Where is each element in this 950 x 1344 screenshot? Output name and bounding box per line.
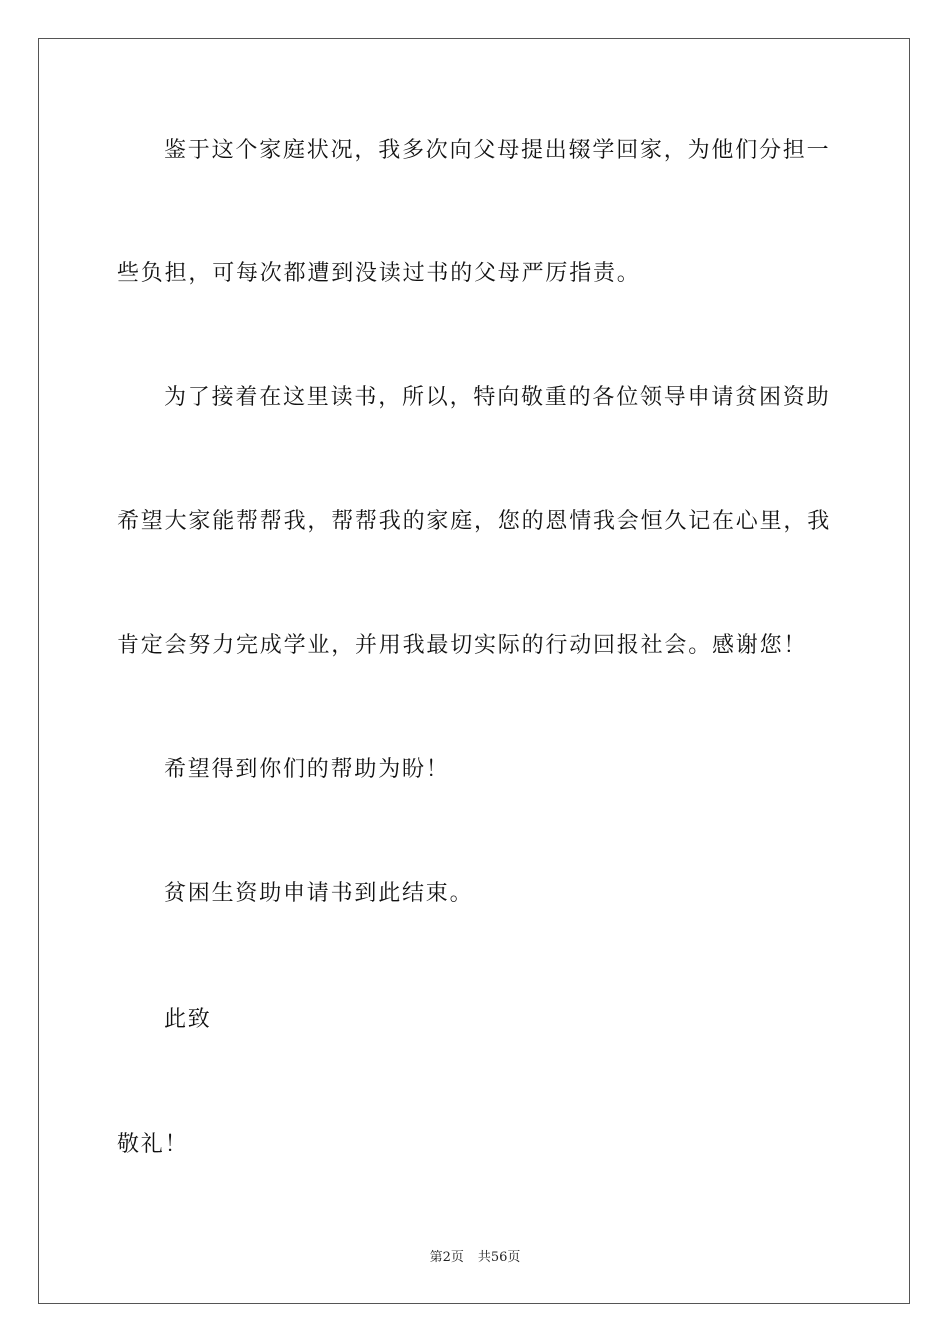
paragraph-line-6: 希望得到你们的帮助为盼！ bbox=[164, 757, 450, 782]
paragraph-line-4: 希望大家能帮帮我，帮帮我的家庭，您的恩情我会恒久记在心里，我 bbox=[117, 509, 832, 534]
page-number: 第2页 bbox=[429, 1250, 464, 1265]
paragraph-line-3: 为了接着在这里读书，所以，特向敬重的各位领导申请贫困资助 bbox=[164, 385, 831, 410]
page-border bbox=[38, 38, 910, 1304]
closing-line: 敬礼！ bbox=[117, 1132, 189, 1157]
page-total: 共56页 bbox=[477, 1250, 521, 1265]
page-footer bbox=[0, 1246, 950, 1265]
salutation-line: 此致 bbox=[164, 1007, 212, 1032]
paragraph-line-7: 贫困生资助申请书到此结束。 bbox=[164, 881, 474, 906]
paragraph-line-1: 鉴于这个家庭状况，我多次向父母提出辍学回家，为他们分担一 bbox=[164, 138, 831, 163]
paragraph-line-5: 肯定会努力完成学业，并用我最切实际的行动回报社会。感谢您！ bbox=[117, 633, 808, 658]
paragraph-line-2: 些负担，可每次都遭到没读过书的父母严厉指责。 bbox=[117, 261, 641, 286]
